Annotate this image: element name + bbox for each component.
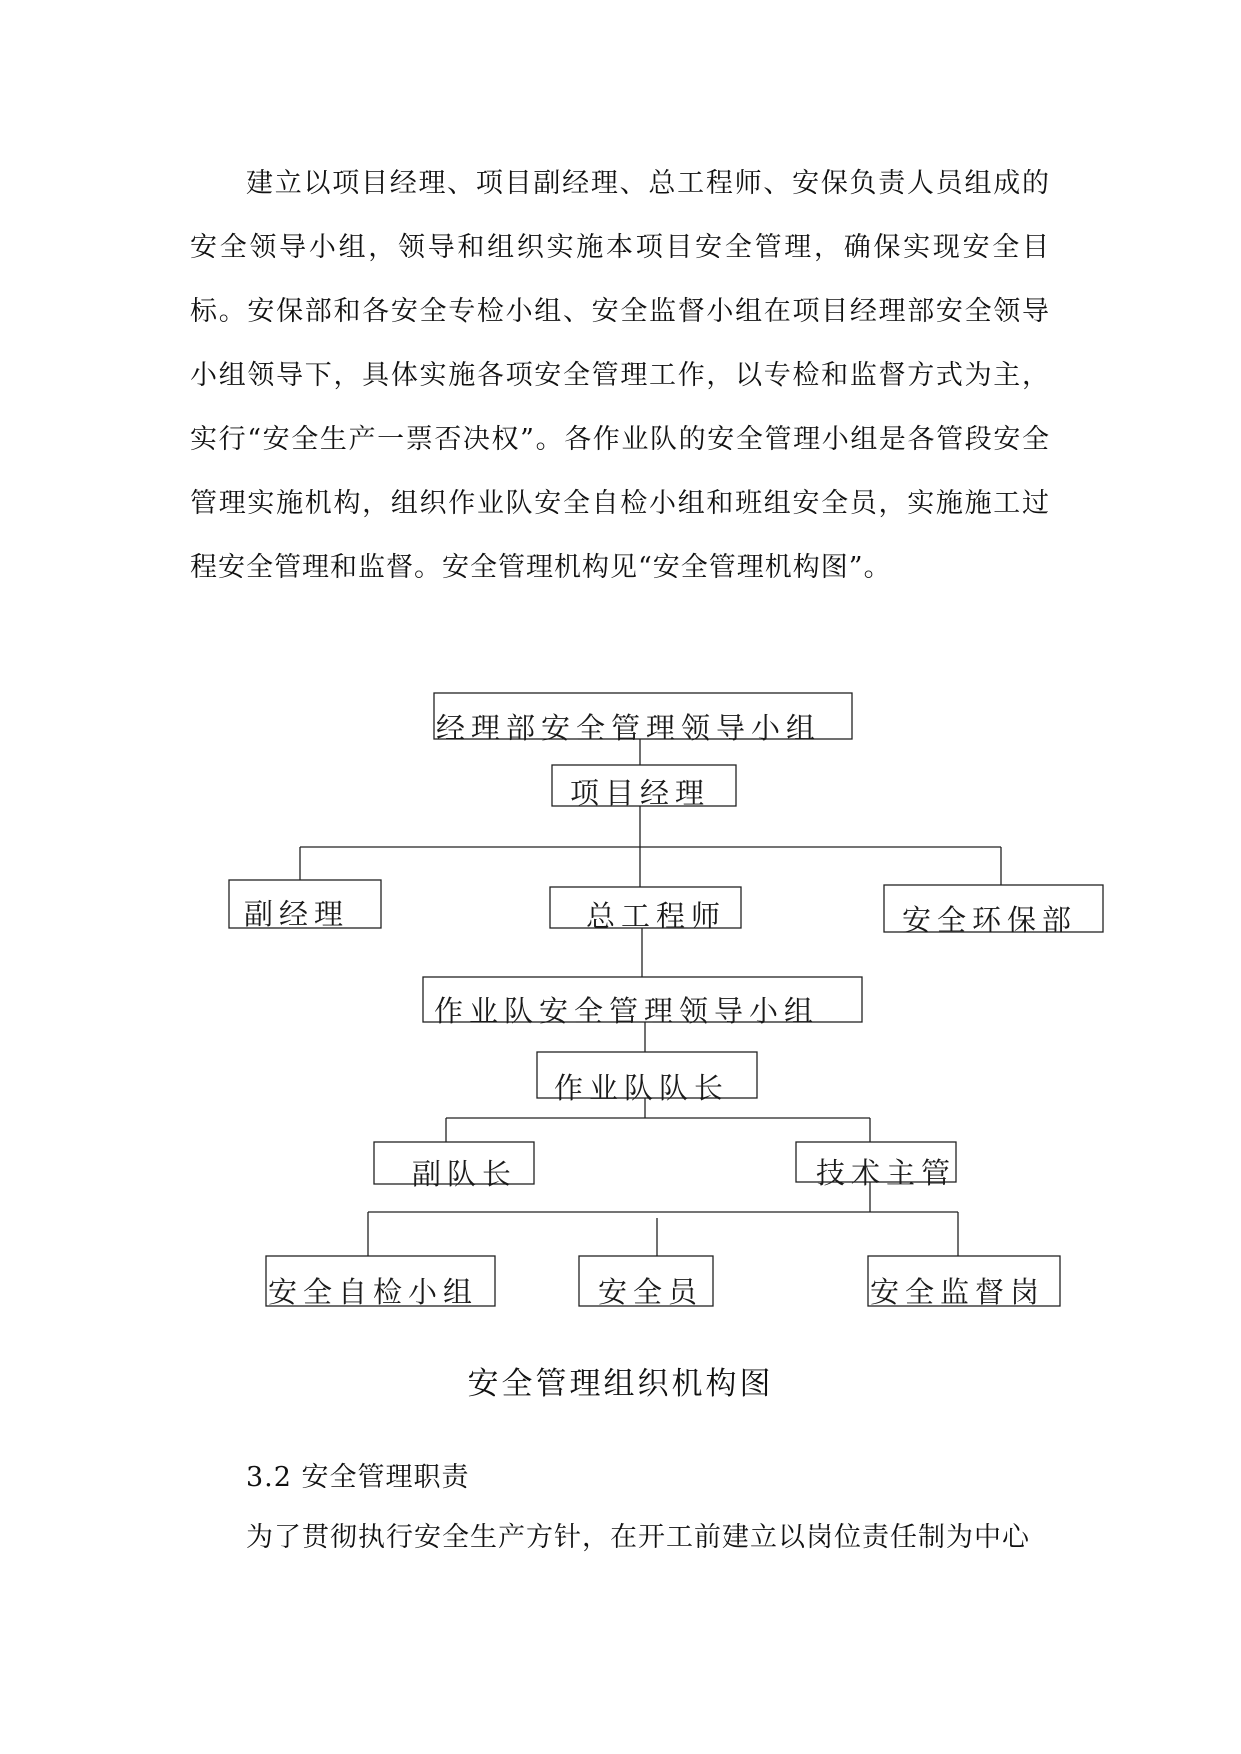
org-node-deputy-manager bbox=[229, 880, 381, 931]
org-node-label: 安全自检小组 bbox=[268, 1275, 479, 1309]
org-node-label: 安全员 bbox=[598, 1275, 704, 1309]
section-heading: 3.2 安全管理职责 bbox=[246, 1462, 470, 1493]
org-node-project-manager bbox=[552, 765, 736, 810]
org-node-supervision-post bbox=[868, 1256, 1060, 1309]
org-node-label: 安全监督岗 bbox=[870, 1275, 1046, 1309]
org-node-label: 副队长 bbox=[412, 1157, 518, 1191]
org-node-label: 总工程师 bbox=[586, 899, 727, 933]
org-node-label: 作业队队长 bbox=[554, 1071, 730, 1105]
org-node-label: 作业队安全管理领导小组 bbox=[434, 994, 820, 1028]
org-chart bbox=[0, 680, 1241, 1320]
section-paragraph: 为了贯彻执行安全生产方针，在开工前建立以岗位责任制为中心 bbox=[246, 1522, 1030, 1553]
org-node-safety-env-dept bbox=[884, 885, 1103, 937]
org-node-vice-captain bbox=[374, 1142, 534, 1191]
org-node-label: 副经理 bbox=[244, 897, 350, 931]
org-node-chief-engineer bbox=[550, 887, 741, 933]
org-node-label: 经理部安全管理领导小组 bbox=[436, 711, 822, 745]
org-node-label: 项目经理 bbox=[570, 776, 711, 810]
org-node-label: 安全环保部 bbox=[902, 903, 1078, 937]
org-node-tech-supervisor bbox=[796, 1142, 956, 1190]
org-node-team-leader-group bbox=[423, 977, 862, 1028]
org-node-leader-group bbox=[434, 693, 852, 745]
org-node-self-check-group bbox=[266, 1256, 495, 1309]
org-node-team-captain bbox=[537, 1052, 757, 1105]
org-node-safety-officer bbox=[579, 1256, 713, 1309]
org-node-label: 技术主管 bbox=[816, 1156, 957, 1190]
chart-caption: 安全管理组织机构图 bbox=[467, 1366, 774, 1402]
intro-paragraph: 建立以项目经理、项目副经理、总工程师、安保负责人员组成的安全领导小组，领导和组织实施本项目安全管理，确保实现安全目标。安保部和各安全专检小组、安全监督小组在项目经理部安全领导小组领导下，具体实施各项安全管理工作，以专检和监督方式为主，实行“安全生产一票否决权”。各作业队的安全管理小组是各管段安全管理实施机构，组织作业队安全自检小组和班组安全员，实施施工过程安全管理和监督。安全管理机构见“安全管理机构图”。 bbox=[190, 168, 1050, 583]
